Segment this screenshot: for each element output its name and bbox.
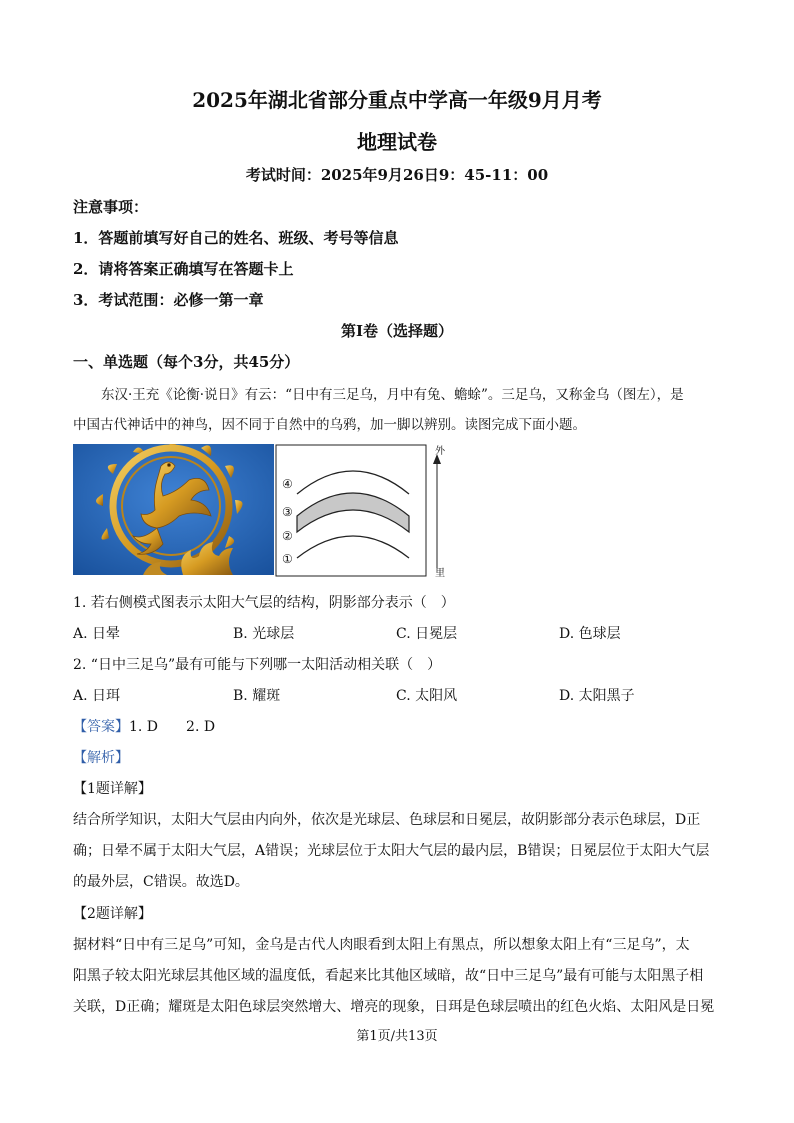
detail-line: 的最外层，C错误。故选D。 <box>73 874 249 890</box>
page-footer: 第1页/共13页 <box>356 1029 438 1044</box>
notice-heading: 注意事项： <box>73 198 149 216</box>
layer-label-1: ① <box>282 552 293 566</box>
solar-atmosphere-diagram <box>275 444 460 578</box>
exam-title: 2025年湖北省部分重点中学高一年级9月月考 <box>192 88 602 112</box>
analysis-tag: 【解析】 <box>73 750 129 766</box>
exam-time: 考试时间：2025年9月26日9：45-11：00 <box>245 166 549 184</box>
volume-title: 第I卷（选择题） <box>340 322 454 340</box>
layer-label-2: ② <box>282 529 293 543</box>
detail-heading: 【1题详解】 <box>73 781 152 797</box>
label-inner: 里 <box>435 568 445 579</box>
option-a: A. 日晕 <box>73 626 121 642</box>
question-stem: 2. “日中三足乌”最有可能与下列哪一太阳活动相关联（ ） <box>73 657 442 673</box>
layer-label-3: ③ <box>282 505 293 519</box>
option-a: A. 日珥 <box>73 688 121 704</box>
option-b: B. 耀斑 <box>233 688 281 704</box>
detail-line: 确；日晕不属于太阳大气层，A错误；光球层位于太阳大气层的最内层，B错误；日冕层位于太阳大气层 <box>73 843 710 859</box>
notice-item: 1．答题前填写好自己的姓名、班级、考号等信息 <box>73 229 399 247</box>
option-c: C. 太阳风 <box>396 688 458 704</box>
detail-line: 据材料“日中有三足乌”可知，金乌是古代人肉眼看到太阳上有黑点，所以想象太阳上有“三足乌”，太 <box>73 937 690 953</box>
golden-crow-image <box>73 444 274 575</box>
passage-line: 东汉·王充《论衡·说日》有云：“日中有三足乌，月中有兔、蟾蜍”。三足乌，又称金乌（图左），是 <box>101 387 684 403</box>
notice-item: 2．请将答案正确填写在答题卡上 <box>73 260 294 278</box>
layer-label-4: ④ <box>282 477 293 491</box>
passage-line: 中国古代神话中的神鸟，因不同于自然中的乌鸦，加一脚以辨别。读图完成下面小题。 <box>73 417 586 433</box>
detail-line: 关联，D正确；耀斑是太阳色球层突然增大、增亮的现象，日珥是色球层喷出的红色火焰、太阳风是日冕 <box>73 999 715 1015</box>
detail-line: 阳黑子较太阳光球层其他区域的温度低，看起来比其他区域暗，故“日中三足乌”最有可能与太阳黑子相 <box>73 968 704 984</box>
notice-item: 3．考试范围：必修一第一章 <box>73 291 264 309</box>
section-title: 一、单选题（每个3分，共45分） <box>73 353 300 371</box>
answer-text: 1. D 2. D <box>129 719 216 735</box>
detail-line: 结合所学知识，太阳大气层由内向外，依次是光球层、色球层和日冕层，故阴影部分表示色球层，D正 <box>73 812 701 828</box>
answer-line <box>73 716 215 736</box>
label-outer: 外 <box>435 446 445 457</box>
answer-tag: 【答案】 <box>73 719 129 735</box>
exam-subtitle: 地理试卷 <box>357 130 437 154</box>
detail-heading: 【2题详解】 <box>73 906 152 922</box>
option-c: C. 日冕层 <box>396 626 458 642</box>
option-d: D. 色球层 <box>559 626 621 642</box>
question-stem: 1. 若右侧模式图表示太阳大气层的结构，阴影部分表示（ ） <box>73 595 455 611</box>
option-d: D. 太阳黑子 <box>559 688 635 704</box>
option-b: B. 光球层 <box>233 626 295 642</box>
